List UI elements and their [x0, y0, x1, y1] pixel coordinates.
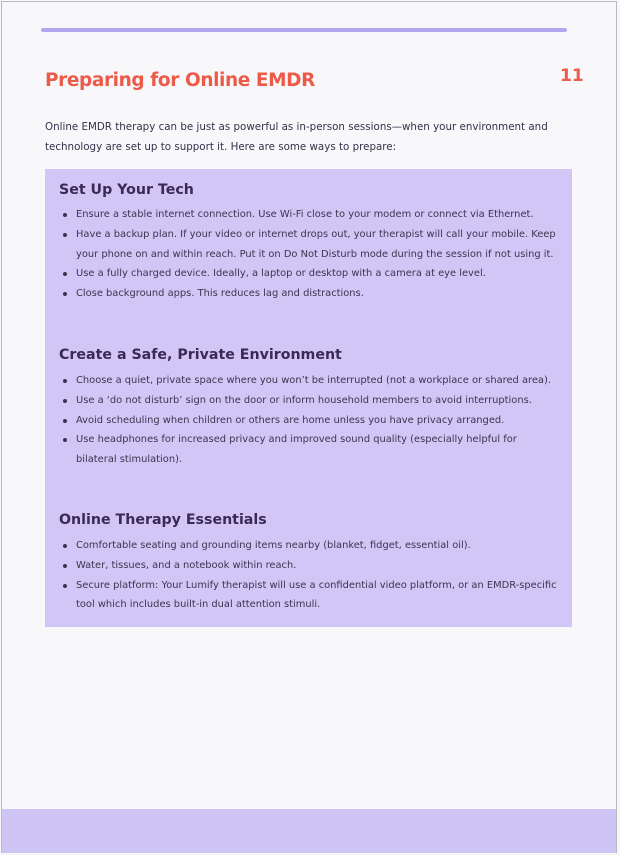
section-title-essentials: Online Therapy Essentials: [59, 512, 267, 528]
list-item: Choose a quiet, private space where you won’t be interrupted (not a workplace or shared area).: [60, 371, 560, 391]
list-item: Use headphones for increased privacy and improved sound quality (especially helpful for bilateral stimulation).: [60, 430, 560, 470]
list-tech: [60, 205, 560, 304]
footer-band: [2, 809, 616, 853]
list-item: Ensure a stable internet connection. Use Wi-Fi close to your modem or connect via Ethernet.: [60, 205, 560, 225]
intro-paragraph: Online EMDR therapy can be just as powerful as in-person sessions—when your environment and technology are set up to support it. Here are some ways to prepare:: [45, 121, 548, 153]
list-item: Secure platform: Your Lumify therapist will use a confidential video platform, or an EMDR-specific tool which includes built-in dual attention stimuli.: [60, 576, 560, 616]
list-environment: [60, 371, 560, 470]
list-item: Water, tissues, and a notebook within reach.: [60, 556, 560, 576]
list-item: Avoid scheduling when children or others are home unless you have privacy arranged.: [60, 411, 560, 431]
list-item: Use a fully charged device. Ideally, a laptop or desktop with a camera at eye level.: [60, 264, 560, 284]
list-item: Use a ‘do not disturb’ sign on the door or inform household members to avoid interruptions.: [60, 391, 560, 411]
top-rule: [41, 28, 567, 32]
list-item: Comfortable seating and grounding items nearby (blanket, fidget, essential oil).: [60, 536, 560, 556]
list-item: Have a backup plan. If your video or internet drops out, your therapist will call your mobile. Keep your phone on and within reach. Put it on Do Not Disturb mode during the session if not using it.: [60, 225, 560, 265]
list-item: Close background apps. This reduces lag and distractions.: [60, 284, 560, 304]
list-essentials: [60, 536, 560, 615]
page-title: Preparing for Online EMDR: [45, 70, 315, 91]
section-title-environment: Create a Safe, Private Environment: [59, 347, 342, 363]
page-number: 11: [560, 66, 584, 86]
section-title-tech: Set Up Your Tech: [59, 182, 194, 198]
